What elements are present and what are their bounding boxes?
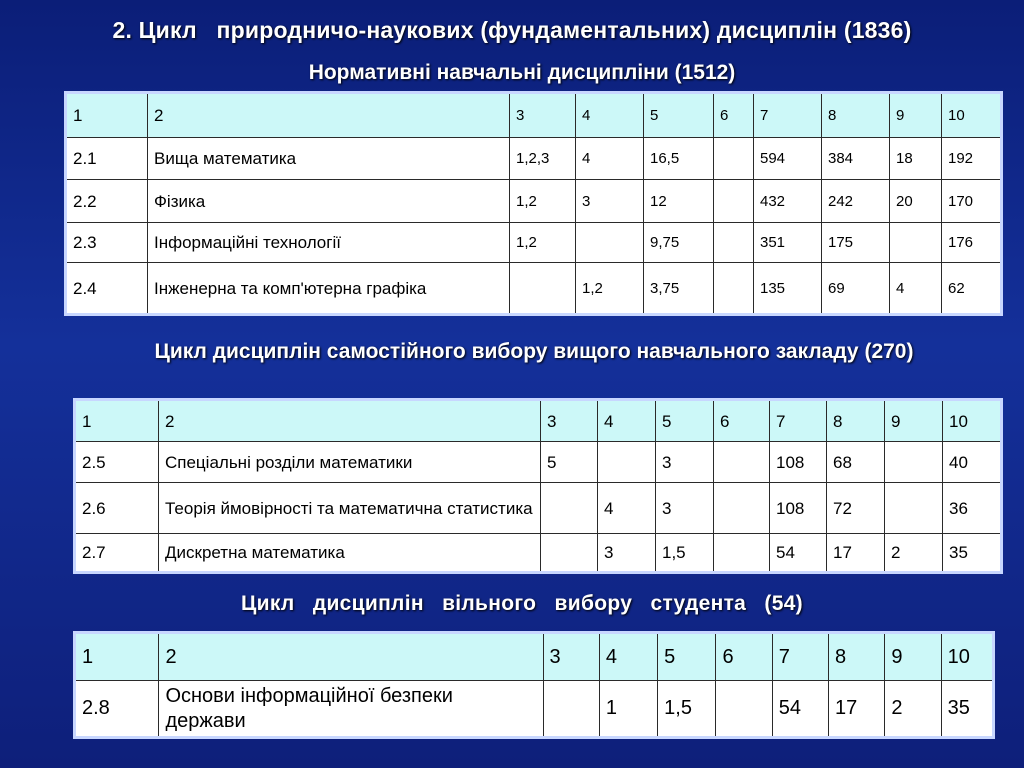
header-cell: 7 xyxy=(772,633,828,681)
value-cell: 18 xyxy=(890,138,942,180)
value-cell xyxy=(541,534,598,573)
value-cell: 36 xyxy=(943,483,1002,534)
value-cell: 135 xyxy=(754,263,822,315)
value-cell: 1,2 xyxy=(510,180,576,223)
value-cell: 432 xyxy=(754,180,822,223)
header-cell: 3 xyxy=(543,633,599,681)
university-choice-disciplines-table xyxy=(73,398,1003,574)
section3-heading: Цикл дисциплін вільного вибору студента (54) xyxy=(241,592,803,615)
header-cell: 6 xyxy=(714,400,770,442)
header-cell: 10 xyxy=(941,633,993,681)
value-cell xyxy=(714,534,770,573)
value-cell: 35 xyxy=(943,534,1002,573)
value-cell xyxy=(714,180,754,223)
discipline-name-cell: Фізика xyxy=(148,180,510,223)
value-cell: 3 xyxy=(598,534,656,573)
value-cell xyxy=(541,483,598,534)
table-row xyxy=(75,681,994,738)
student-choice-disciplines-table xyxy=(73,631,995,739)
slide-title: 2. Цикл природничо-наукових (фундаментальних) дисциплін (1836) xyxy=(112,17,912,43)
value-cell: 242 xyxy=(822,180,890,223)
value-cell: 16,5 xyxy=(644,138,714,180)
discipline-name-cell: Спеціальні розділи математики xyxy=(159,442,541,483)
value-cell: 3,75 xyxy=(644,263,714,315)
row-code-cell: 2.7 xyxy=(75,534,159,573)
normative-disciplines-table xyxy=(64,91,1003,316)
value-cell: 192 xyxy=(942,138,1002,180)
value-cell xyxy=(885,442,943,483)
discipline-name-cell: Інженерна та комп'ютерна графіка xyxy=(148,263,510,315)
header-cell: 10 xyxy=(943,400,1002,442)
header-cell: 4 xyxy=(598,400,656,442)
header-cell: 4 xyxy=(599,633,657,681)
value-cell: 170 xyxy=(942,180,1002,223)
value-cell: 108 xyxy=(770,442,827,483)
value-cell: 176 xyxy=(942,223,1002,263)
header-cell: 8 xyxy=(829,633,885,681)
row-code-cell: 2.6 xyxy=(75,483,159,534)
header-cell: 10 xyxy=(942,93,1002,138)
header-cell: 1 xyxy=(75,633,159,681)
value-cell: 1,2 xyxy=(576,263,644,315)
header-cell: 2 xyxy=(159,633,543,681)
header-cell: 9 xyxy=(885,400,943,442)
value-cell: 68 xyxy=(827,442,885,483)
row-code-cell: 2.8 xyxy=(75,681,159,738)
table-row xyxy=(75,442,1002,483)
table-row xyxy=(75,534,1002,573)
header-cell: 4 xyxy=(576,93,644,138)
value-cell: 108 xyxy=(770,483,827,534)
value-cell xyxy=(510,263,576,315)
value-cell xyxy=(543,681,599,738)
header-cell: 3 xyxy=(510,93,576,138)
value-cell: 1,2 xyxy=(510,223,576,263)
value-cell: 4 xyxy=(576,138,644,180)
value-cell: 72 xyxy=(827,483,885,534)
value-cell: 12 xyxy=(644,180,714,223)
header-cell: 9 xyxy=(885,633,941,681)
value-cell: 17 xyxy=(829,681,885,738)
value-cell xyxy=(714,263,754,315)
header-cell: 3 xyxy=(541,400,598,442)
value-cell xyxy=(716,681,772,738)
row-code-cell: 2.4 xyxy=(66,263,148,315)
value-cell: 17 xyxy=(827,534,885,573)
value-cell xyxy=(714,138,754,180)
value-cell: 1,2,3 xyxy=(510,138,576,180)
value-cell: 5 xyxy=(541,442,598,483)
value-cell: 2 xyxy=(885,534,943,573)
value-cell: 351 xyxy=(754,223,822,263)
discipline-name-cell: Дискретна математика xyxy=(159,534,541,573)
discipline-name-cell: Вища математика xyxy=(148,138,510,180)
header-cell: 5 xyxy=(658,633,716,681)
row-code-cell: 2.1 xyxy=(66,138,148,180)
table-header-row xyxy=(75,633,994,681)
discipline-name-cell: Інформаційні технології xyxy=(148,223,510,263)
row-code-cell: 2.5 xyxy=(75,442,159,483)
header-cell: 1 xyxy=(75,400,159,442)
table-row xyxy=(75,483,1002,534)
section1-heading: Нормативні навчальні дисципліни (1512) xyxy=(308,61,736,84)
value-cell: 40 xyxy=(943,442,1002,483)
value-cell xyxy=(890,223,942,263)
value-cell xyxy=(885,483,943,534)
header-cell: 1 xyxy=(66,93,148,138)
value-cell: 9,75 xyxy=(644,223,714,263)
value-cell xyxy=(714,483,770,534)
value-cell: 54 xyxy=(770,534,827,573)
row-code-cell: 2.3 xyxy=(66,223,148,263)
value-cell: 4 xyxy=(890,263,942,315)
value-cell: 62 xyxy=(942,263,1002,315)
header-cell: 5 xyxy=(656,400,714,442)
value-cell: 35 xyxy=(941,681,993,738)
value-cell: 1,5 xyxy=(656,534,714,573)
value-cell: 175 xyxy=(822,223,890,263)
table-header-row xyxy=(66,93,1002,138)
table-row xyxy=(66,138,1002,180)
value-cell: 69 xyxy=(822,263,890,315)
header-cell: 2 xyxy=(159,400,541,442)
header-cell: 6 xyxy=(714,93,754,138)
header-cell: 2 xyxy=(148,93,510,138)
table-row xyxy=(66,180,1002,223)
value-cell: 1 xyxy=(599,681,657,738)
header-cell: 5 xyxy=(644,93,714,138)
table-row xyxy=(66,223,1002,263)
value-cell: 384 xyxy=(822,138,890,180)
value-cell: 594 xyxy=(754,138,822,180)
header-cell: 8 xyxy=(827,400,885,442)
row-code-cell: 2.2 xyxy=(66,180,148,223)
value-cell xyxy=(714,223,754,263)
value-cell: 1,5 xyxy=(658,681,716,738)
value-cell: 3 xyxy=(656,483,714,534)
header-cell: 8 xyxy=(822,93,890,138)
value-cell: 54 xyxy=(772,681,828,738)
value-cell xyxy=(714,442,770,483)
value-cell: 3 xyxy=(656,442,714,483)
discipline-name-cell: Основи інформаційної безпеки держави xyxy=(159,681,543,738)
header-cell: 7 xyxy=(754,93,822,138)
value-cell: 3 xyxy=(576,180,644,223)
value-cell: 4 xyxy=(598,483,656,534)
header-cell: 7 xyxy=(770,400,827,442)
value-cell xyxy=(576,223,644,263)
header-cell: 9 xyxy=(890,93,942,138)
header-cell: 6 xyxy=(716,633,772,681)
section2-heading: Цикл дисциплін самостійного вибору вищого навчального закладу (270) xyxy=(154,340,914,363)
value-cell: 20 xyxy=(890,180,942,223)
discipline-name-cell: Теорія ймовірності та математична статистика xyxy=(159,483,541,534)
table-row xyxy=(66,263,1002,315)
value-cell: 2 xyxy=(885,681,941,738)
table-header-row xyxy=(75,400,1002,442)
value-cell xyxy=(598,442,656,483)
